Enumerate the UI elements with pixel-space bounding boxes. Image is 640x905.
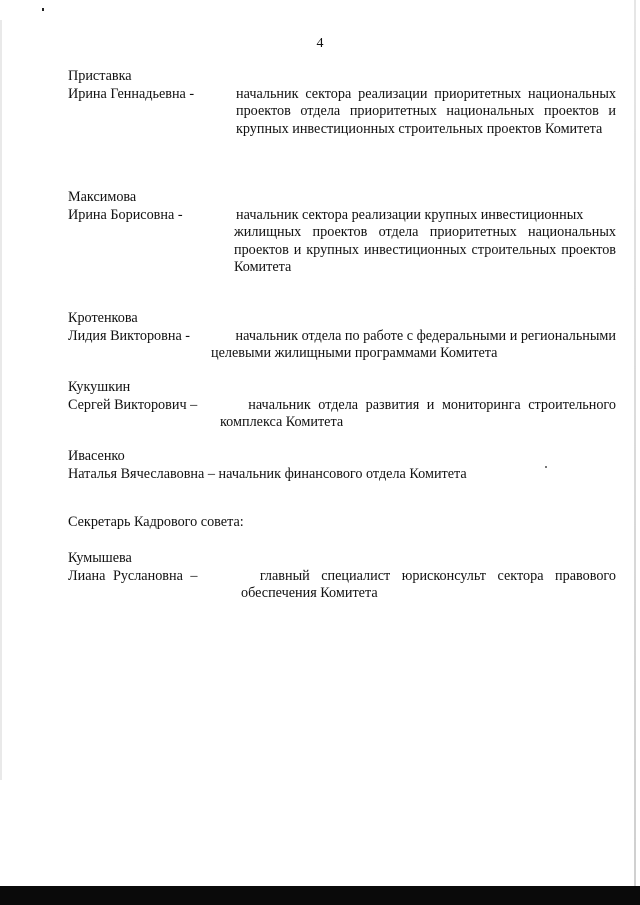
secretary-position-rest: обеспечения Комитета [241, 585, 378, 601]
member-row [68, 85, 616, 137]
member-position-first-line: начальник отдела развития и мониторинга строительного [248, 396, 616, 413]
secretary-heading: Секретарь Кадрового совета: [68, 514, 244, 530]
member-row [68, 397, 616, 415]
secretary-surname: Кумышева [68, 550, 132, 566]
member-surname: Кротенкова [68, 310, 138, 326]
member-surname: Ивасенко [68, 448, 125, 464]
member-surname: Максимова [68, 189, 137, 205]
member-given-name: Ирина Борисовна - [68, 206, 183, 223]
member-position: начальник сектора реализации приоритетных национальных проектов отдела приоритетных национальных проектов и крупных инвестиционных строительных проектов Комитета [236, 85, 616, 137]
member-entry [68, 68, 616, 137]
member-entry [68, 448, 616, 483]
member-surname: Кукушкин [68, 379, 131, 395]
member-surname: Приставка [68, 68, 132, 84]
member-row [68, 466, 616, 484]
member-entry [68, 310, 616, 363]
member-position-rest: комплекса Комитета [220, 414, 344, 430]
secretary-position-first-line: главный специалист юрисконсульт сектора правового [259, 567, 616, 584]
member-given-name: Сергей Викторович – [68, 396, 198, 413]
secretary-entry [68, 550, 616, 603]
member-entry [68, 379, 616, 432]
member-given-name: Лидия Викторовна - [68, 327, 191, 344]
member-position-first-line: начальник сектора реализации крупных инвестиционных [236, 206, 584, 223]
secretary-given-name: Лиана Руслановна – [68, 567, 198, 584]
scan-edge-left [0, 20, 2, 780]
member-position-rest: целевыми жилищными программами Комитета [211, 345, 498, 361]
member-row [68, 207, 616, 225]
member-position: начальник финансового отдела Комитета [218, 465, 467, 482]
page-number: 4 [316, 36, 324, 51]
member-position-rest: жилищных проектов отдела приоритетных национальных проектов и крупных инвестиционных строительных проектов Комитета [234, 224, 616, 275]
member-given-name: Ирина Геннадьевна - [68, 85, 195, 102]
scan-edge-right [634, 0, 636, 905]
member-given-name: Наталья Вячеславовна – [68, 465, 215, 482]
scan-speck [545, 466, 547, 468]
scan-bottom-border [0, 886, 640, 905]
member-position-first-line: начальник отдела по работе с федеральными и региональными [235, 327, 616, 344]
member-row [68, 328, 616, 346]
secretary-row [68, 568, 616, 586]
scan-speck [42, 8, 44, 11]
member-entry [68, 189, 616, 277]
